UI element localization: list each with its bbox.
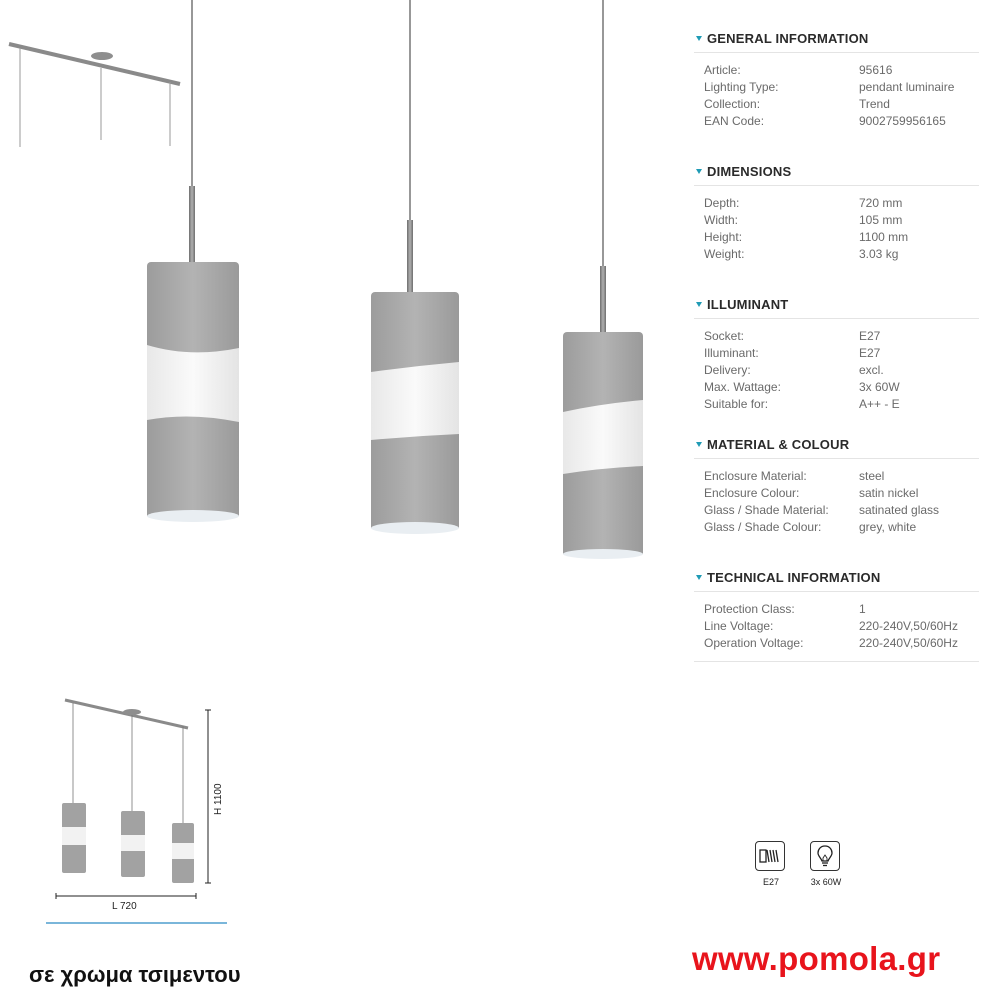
caret-down-icon [696,442,702,447]
bulb-icon [810,841,840,871]
spec-label: Protection Class: [704,602,795,616]
spec-value: steel [859,469,885,483]
section-title: TECHNICAL INFORMATION [707,569,881,585]
wattage-icon-group [796,841,856,887]
spec-row [704,79,979,96]
spec-label: Suitable for: [704,397,769,411]
spec-label: EAN Code: [704,114,765,128]
spec-label: Width: [704,213,739,227]
spec-row [704,519,979,536]
spec-row [704,362,979,379]
section-title: DIMENSIONS [707,163,792,179]
spec-row [704,113,979,130]
spec-label: Height: [704,230,743,244]
spec-value: 105 mm [859,213,903,227]
spec-row [704,635,979,652]
caret-down-icon [696,169,702,174]
spec-value: E27 [859,329,881,343]
spec-value: A++ - E [859,397,900,411]
socket-icon-group [741,841,801,887]
spec-label: Depth: [704,196,740,210]
spec-row [704,246,979,263]
spec-value: 9002759956165 [859,114,946,128]
height-dimension-label: H 1100 [213,783,224,815]
spec-label: Operation Voltage: [704,636,804,650]
section-header[interactable] [694,24,979,53]
spec-label: Enclosure Colour: [704,486,800,500]
spec-row [704,212,979,229]
spec-value: 3.03 kg [859,247,899,261]
spec-value: E27 [859,346,881,360]
spec-row [704,195,979,212]
spec-label: Line Voltage: [704,619,774,633]
caret-down-icon [696,302,702,307]
spec-row [704,468,979,485]
spec-value: 1100 mm [859,230,909,244]
spec-value: 720 mm [859,196,903,210]
pendant-left [147,0,239,522]
spec-value: 220-240V,50/60Hz [859,619,958,633]
pendant-middle [371,0,459,534]
section-title: GENERAL INFORMATION [707,30,869,46]
spec-value: excl. [859,363,884,377]
main-product-image [130,0,660,570]
wattage-label: 3x 60W [810,877,842,887]
socket-e27-icon [755,841,785,871]
section-illuminant [694,290,979,413]
spec-value: 3x 60W [859,380,900,394]
spec-label: Illuminant: [704,346,759,360]
spec-label: Max. Wattage: [704,380,781,394]
spec-value: grey, white [859,520,917,534]
spec-label: Weight: [704,247,745,261]
specifications-panel [694,24,979,662]
website-link[interactable]: www.pomola.gr [692,940,941,977]
spec-row [704,379,979,396]
color-caption: σε χρωμα τσιμεντου [29,962,241,987]
spec-label: Glass / Shade Material: [704,503,829,517]
spec-row [704,62,979,79]
section-header[interactable] [694,430,979,459]
spec-value: 1 [859,602,866,616]
spec-row [704,328,979,345]
spec-value: satin nickel [859,486,919,500]
spec-value: satinated glass [859,503,940,517]
socket-label: E27 [762,877,779,887]
spec-value: pendant luminaire [859,80,955,94]
spec-label: Collection: [704,97,761,111]
caret-down-icon [696,36,702,41]
spec-label: Glass / Shade Colour: [704,520,822,534]
spec-row [704,229,979,246]
spec-label: Socket: [704,329,745,343]
dimension-drawing [40,695,240,927]
spec-row [704,618,979,635]
spec-label: Delivery: [704,363,751,377]
caret-down-icon [696,575,702,580]
section-dimensions [694,157,979,263]
section-title: ILLUMINANT [707,296,789,312]
spec-value: Trend [859,97,890,111]
section-header[interactable] [694,290,979,319]
spec-row [704,96,979,113]
section-title: MATERIAL & COLOUR [707,436,850,452]
spec-row [704,345,979,362]
section-material-colour [694,430,979,536]
spec-row [704,601,979,618]
spec-row [704,396,979,413]
spec-value: 220-240V,50/60Hz [859,636,958,650]
spec-row [704,485,979,502]
spec-label: Lighting Type: [704,80,779,94]
spec-label: Enclosure Material: [704,469,807,483]
spec-value: 95616 [859,63,893,77]
length-dimension-label: L 720 [112,901,137,912]
section-technical-information [694,563,979,652]
spec-label: Article: [704,63,741,77]
section-header[interactable] [694,157,979,186]
section-header[interactable] [694,563,979,592]
pendant-right [563,0,643,559]
spec-row [704,502,979,519]
section-general-information [694,24,979,130]
panel-bottom-divider [694,661,979,662]
